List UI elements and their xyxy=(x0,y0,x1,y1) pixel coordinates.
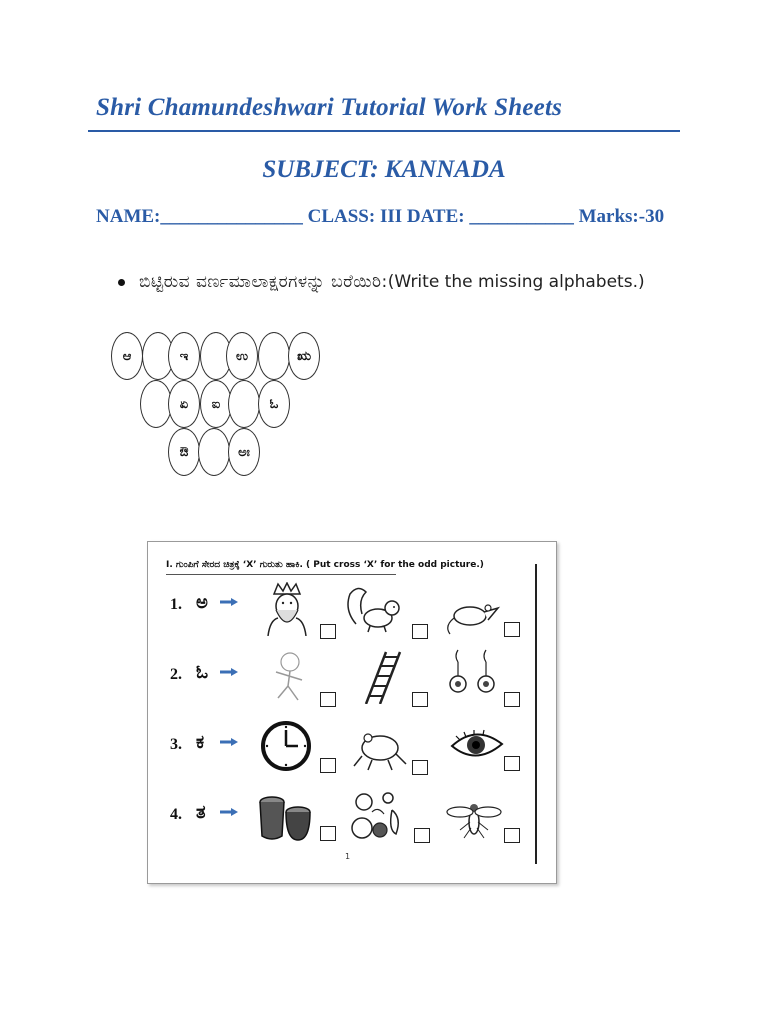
answer-checkbox[interactable] xyxy=(412,624,428,639)
instruction-kannada: ಬಿಟ್ಟಿರುವ ವರ್ಣಮಾಲಾಕ್ಷರಗಳನ್ನು ಬರೆಯಿರಿ: xyxy=(139,272,388,292)
arrow-icon xyxy=(220,738,238,746)
vowel-circle: ಇ xyxy=(168,332,200,380)
instruction-english: (Write the missing alphabets.) xyxy=(387,272,645,292)
question-row xyxy=(148,648,528,708)
answer-checkbox[interactable] xyxy=(320,758,336,773)
question-row xyxy=(148,718,528,778)
vowel-circle xyxy=(198,428,230,476)
question-row xyxy=(148,788,528,848)
vowel-circle: ಋ xyxy=(288,332,320,380)
vegetables-picture xyxy=(348,788,406,842)
exercise1-instruction xyxy=(118,272,645,292)
question-number: 4. xyxy=(170,806,182,823)
king-picture xyxy=(258,582,316,636)
question-number: 1. xyxy=(170,596,182,613)
fly-picture xyxy=(444,792,502,846)
question-letter: ಕ xyxy=(196,732,205,753)
squirrel-picture xyxy=(344,584,402,638)
vowel-circle: ಔ xyxy=(168,428,200,476)
earrings-picture xyxy=(444,648,502,702)
vowel-circle-puzzle xyxy=(115,318,327,496)
arrow-icon xyxy=(220,808,238,816)
worksheet-title: Shri Chamundeshwari Tutorial Work Sheets xyxy=(96,94,563,121)
vowel-circle xyxy=(228,380,260,428)
question-row xyxy=(148,578,528,638)
answer-checkbox[interactable] xyxy=(412,692,428,707)
question-number: 2. xyxy=(170,666,182,683)
student-info-line: NAME:_______________ CLASS: III DATE: ___________ Marks:-30 xyxy=(96,206,665,227)
vowel-circle: ಆ xyxy=(111,332,143,380)
vowel-circle: ಏ xyxy=(168,380,200,428)
answer-checkbox[interactable] xyxy=(412,760,428,775)
vowel-circle: ಅಃ xyxy=(228,428,260,476)
vowel-circle: ಉ xyxy=(226,332,258,380)
frog-picture xyxy=(352,722,410,776)
question-number: 3. xyxy=(170,736,182,753)
heading-underline xyxy=(166,574,396,575)
subject-heading: SUBJECT: KANNADA xyxy=(262,156,506,183)
rat-picture xyxy=(444,586,502,640)
answer-checkbox[interactable] xyxy=(504,692,520,707)
answer-checkbox[interactable] xyxy=(504,828,520,843)
question-letter: ಓ xyxy=(196,662,209,683)
tabla-picture xyxy=(256,792,314,846)
answer-checkbox[interactable] xyxy=(320,692,336,707)
bullet-icon xyxy=(118,279,125,286)
running-boy-picture xyxy=(260,650,318,704)
exercise2-heading: I. ಗುಂಪಿಗೆ ಸೇರದ ಚಿತ್ರಕ್ಕೆ ‘X’ ಗುರುತು ಹಾಕಿ. ( Put cross ‘X’ for the odd picture.) xyxy=(166,560,484,570)
vowel-circle: ಐ xyxy=(200,380,232,428)
arrow-icon xyxy=(220,668,238,676)
page-number: 1 xyxy=(345,852,351,861)
arrow-icon xyxy=(220,598,238,606)
eye-picture xyxy=(448,722,506,776)
odd-picture-worksheet xyxy=(147,541,557,884)
answer-checkbox[interactable] xyxy=(504,756,520,771)
clock-picture xyxy=(260,720,318,774)
ladder-picture xyxy=(352,650,410,704)
question-letter: ಅ xyxy=(196,592,208,613)
answer-checkbox[interactable] xyxy=(414,828,430,843)
vowel-circle: ಓ xyxy=(258,380,290,428)
answer-checkbox[interactable] xyxy=(320,826,336,841)
title-underline xyxy=(88,130,680,132)
vowel-circle xyxy=(258,332,290,380)
answer-checkbox[interactable] xyxy=(504,622,520,637)
answer-checkbox[interactable] xyxy=(320,624,336,639)
question-letter: ತ xyxy=(196,802,206,823)
panel-side-rule xyxy=(535,564,537,864)
